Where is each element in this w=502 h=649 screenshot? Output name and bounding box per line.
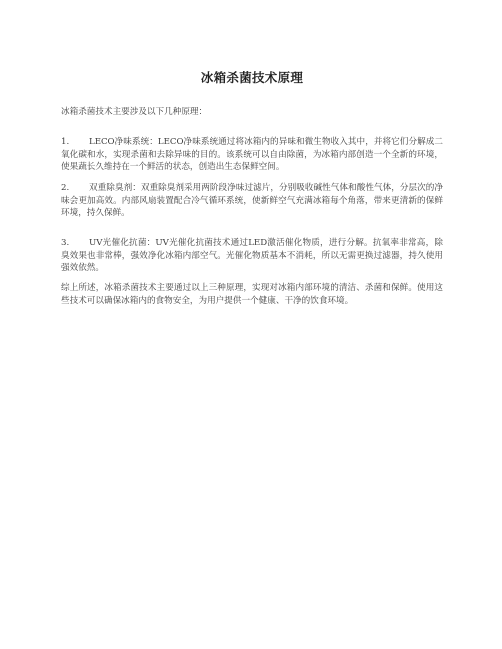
list-item-1-text: LECO净味系统：LECO净味系统通过将冰箱内的异味和微生物收入其中，并将它们分解成二氧化碳和水，实现杀菌和去除异味的目的。该系统可以自由除菌，为冰箱内部创造一个全新的环境，使果蔬长久维持在一个鲜活的状态，创造出生态保鲜空间。: [61, 137, 443, 173]
list-item-3-number: 3.: [61, 238, 70, 248]
conclusion-paragraph: 综上所述，冰箱杀菌技术主要通过以上三种原理，实现对冰箱内部环境的清洁、杀菌和保鲜。使用这些技术可以确保冰箱内的食物安全，为用户提供一个健康、干净的饮食环境。: [61, 283, 443, 306]
list-item-3-text: UV光催化抗菌：UV光催化抗菌技术通过LED激活催化物质，进行分解。抗氧率非常高，除臭效果也非常棒，强效净化冰箱内部空气。光催化物质基本不消耗，所以无需更换过滤器，持久使用强效依然。: [61, 238, 443, 274]
list-item-3: [61, 237, 443, 275]
list-item-1-number: 1.: [61, 137, 70, 147]
list-item-2-text: 双重除臭剂：双重除臭剂采用两阶段净味过滤片，分别吸收碱性气体和酸性气体，分层次的净味会更加高效。内部风扇装置配合冷气循环系统，使新鲜空气充满冰箱每个角落，带来更清新的保鲜环境，持久保鲜。: [61, 183, 443, 219]
list-item-2-number: 2.: [61, 183, 70, 193]
document-title: 冰箱杀菌技术原理: [200, 70, 304, 85]
list-item-2: [61, 182, 443, 220]
intro-paragraph: 冰箱杀菌技术主要涉及以下几种原理：: [61, 107, 208, 117]
list-item-1: [61, 136, 443, 174]
